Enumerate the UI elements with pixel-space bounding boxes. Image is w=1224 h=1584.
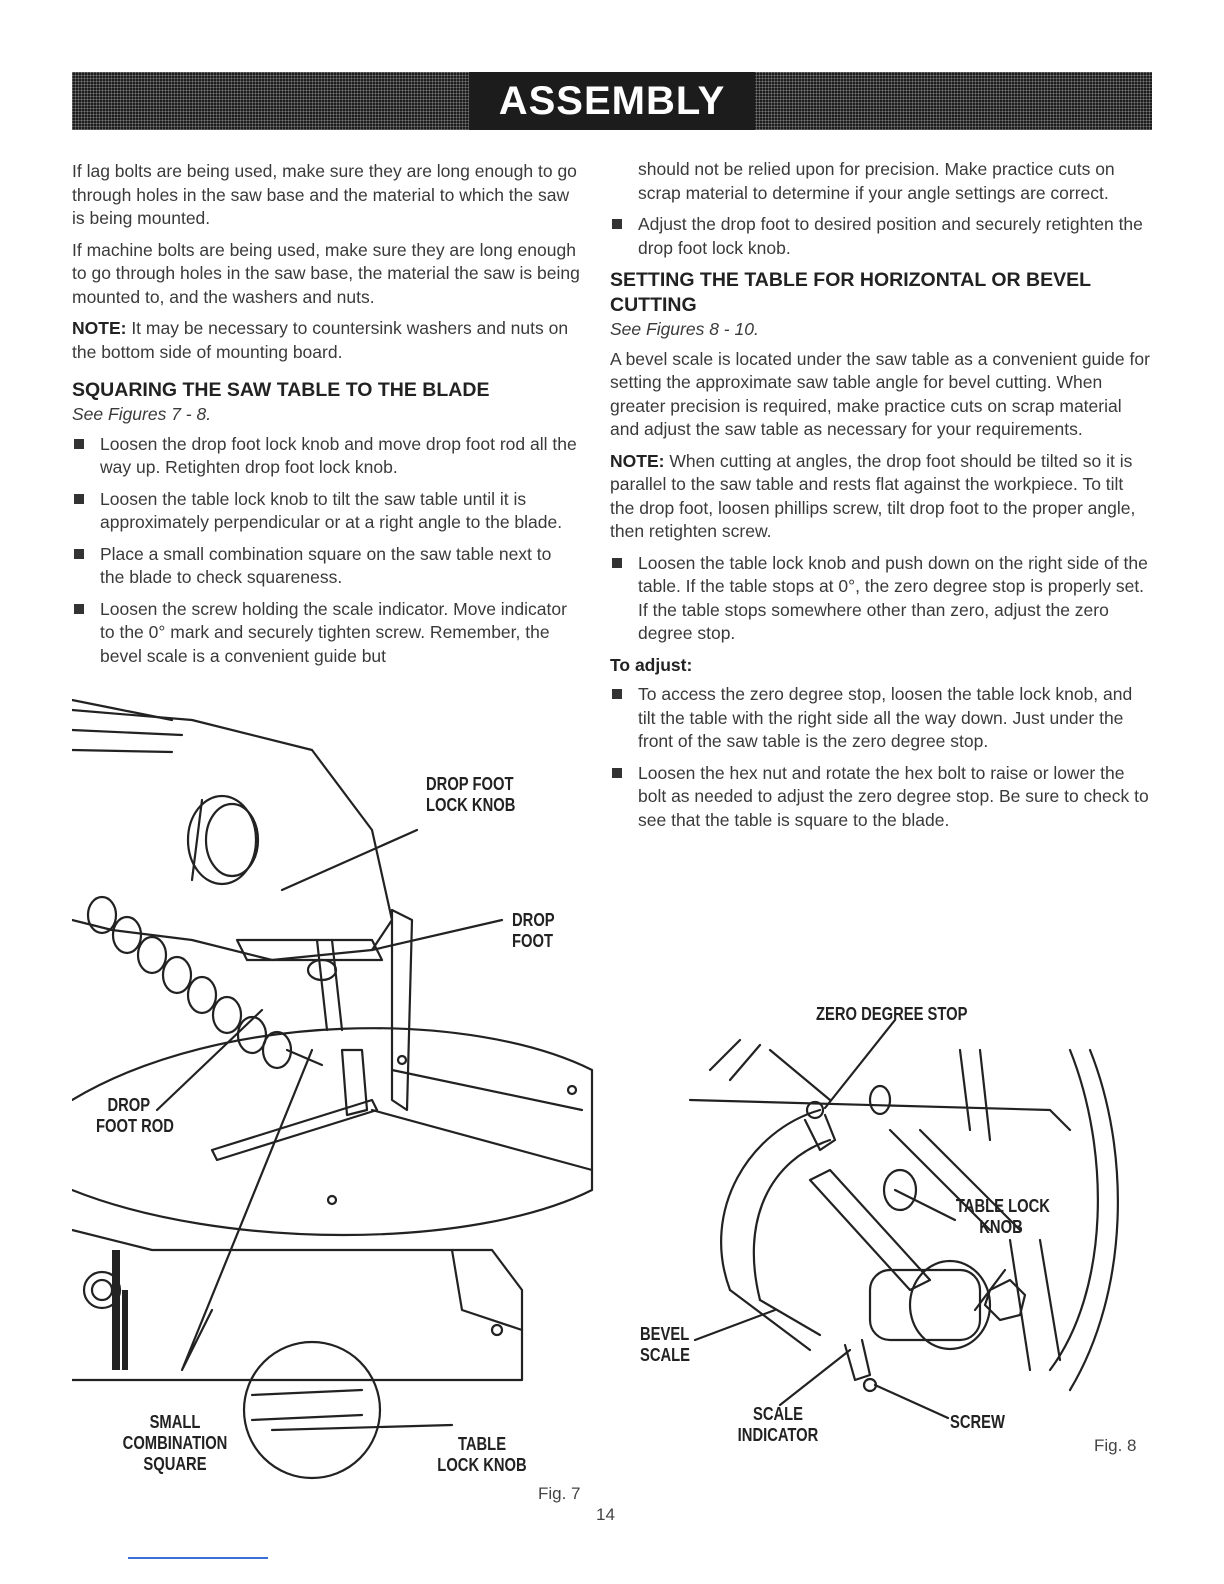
list-item: Loosen the table lock knob and push down on the right side of the table. If the table stops at 0°, the zero degree stop is properly set. If the table stops somewhere other than zero, adjust the zero degree stop.	[610, 552, 1150, 646]
footer-divider	[128, 1557, 268, 1559]
bevel-scale-paragraph: A bevel scale is located under the saw table as a convenient guide for setting the approximate saw table angle for bevel cutting. When greater precision is required, make practice cuts on scrap material and adjust the saw table as necessary for your requirements.	[610, 348, 1150, 439]
squaring-heading: SQUARING THE SAW TABLE TO THE BLADE	[72, 379, 490, 401]
note-text: It may be necessary to countersink washers and nuts on the bottom side of mounting board.	[72, 318, 569, 362]
callout-drop-foot-lock-knob: DROP FOOT LOCK KNOB	[426, 774, 516, 815]
list-item: Loosen the table lock knob to tilt the saw table until it is approximately perpendicular or at a right angle to the blade.	[72, 488, 580, 535]
figure-8	[630, 990, 1150, 1455]
callout-drop-foot-rod: DROP FOOT ROD	[96, 1095, 174, 1136]
section-title: ASSEMBLY	[469, 72, 756, 130]
square-bullet-icon	[74, 604, 84, 614]
list-item: Place a small combination square on the saw table next to the blade to check squareness.	[72, 543, 580, 590]
figure-7	[72, 690, 612, 1510]
list-item: Loosen the screw holding the scale indicator. Move indicator to the 0° mark and securely tighten screw. Remember, the bevel scale is a convenient guide but	[72, 598, 580, 669]
note-text: When cutting at angles, the drop foot should be tilted so it is parallel to the saw table and rests flat against the workpiece. To tilt the drop foot, loosen phillips screw, tilt drop foot to the proper angle, then retighten screw.	[610, 450, 1136, 541]
square-bullet-icon	[612, 558, 622, 568]
callout-bevel-scale: BEVEL SCALE	[640, 1324, 691, 1365]
angle-cutting-note	[610, 450, 1150, 544]
zero-degree-stop-illustration	[630, 990, 1150, 1450]
see-figures-7-8: See Figures 7 - 8.	[72, 404, 212, 424]
list-item: Loosen the hex nut and rotate the hex bolt to raise or lower the bolt as needed to adjust the zero degree stop. Be sure to check to see that the table is square to the blade.	[610, 762, 1150, 833]
left-column	[72, 160, 580, 676]
note-label: NOTE:	[610, 450, 665, 471]
lag-bolts-paragraph: If lag bolts are being used, make sure they are long enough to go through holes in the saw base and the material to which the saw is being mounted.	[72, 161, 577, 228]
square-bullet-icon	[74, 494, 84, 504]
callout-zero-degree-stop: ZERO DEGREE STOP	[816, 1004, 968, 1024]
see-figures-8-10: See Figures 8 - 10.	[610, 319, 759, 339]
list-item: To access the zero degree stop, loosen the table lock knob, and tilt the table with the right side all the way down. Just under the front of the saw table is the zero degree stop.	[610, 683, 1150, 754]
page-number: 14	[596, 1505, 615, 1524]
list-item: Adjust the drop foot to desired position and securely retighten the drop foot lock knob.	[610, 213, 1150, 260]
callout-table-lock-knob: TABLE LOCK KNOB	[437, 1434, 527, 1475]
section-banner	[72, 72, 1152, 130]
right-column	[610, 158, 1150, 840]
callout-screw: SCREW	[950, 1412, 1005, 1432]
square-bullet-icon	[612, 768, 622, 778]
callout-table-lock-knob: TABLE LOCK KNOB	[955, 1196, 1050, 1237]
callout-scale-indicator: SCALE INDICATOR	[737, 1404, 819, 1445]
continued-paragraph: should not be relied upon for precision. Make practice cuts on scrap material to determine if your angle settings are correct.	[638, 159, 1115, 203]
countersink-note	[72, 317, 580, 364]
square-bullet-icon	[74, 439, 84, 449]
figure-8-label: Fig. 8	[1094, 1436, 1137, 1455]
to-adjust-subheading: To adjust:	[610, 654, 693, 675]
list-item: Loosen the drop foot lock knob and move drop foot rod all the way up. Retighten drop foot lock knob.	[72, 433, 580, 480]
machine-bolts-paragraph: If machine bolts are being used, make sure they are long enough to go through holes in the saw base, the material the saw is being mounted to, and the washers and nuts.	[72, 239, 580, 307]
horizontal-bevel-heading: SETTING THE TABLE FOR HORIZONTAL OR BEVEL CUTTING	[610, 269, 1091, 316]
square-bullet-icon	[74, 549, 84, 559]
drop-foot-step	[610, 213, 1150, 260]
callout-small-combination-square: SMALL COMBINATION SQUARE	[122, 1412, 228, 1474]
callout-drop-foot: DROP FOOT	[512, 910, 555, 951]
square-bullet-icon	[612, 689, 622, 699]
squaring-steps	[72, 433, 580, 669]
note-label: NOTE:	[72, 318, 127, 338]
adjust-steps	[610, 683, 1150, 832]
figure-7-label: Fig. 7	[538, 1484, 581, 1503]
square-bullet-icon	[612, 219, 622, 229]
zero-stop-check-step	[610, 552, 1150, 646]
